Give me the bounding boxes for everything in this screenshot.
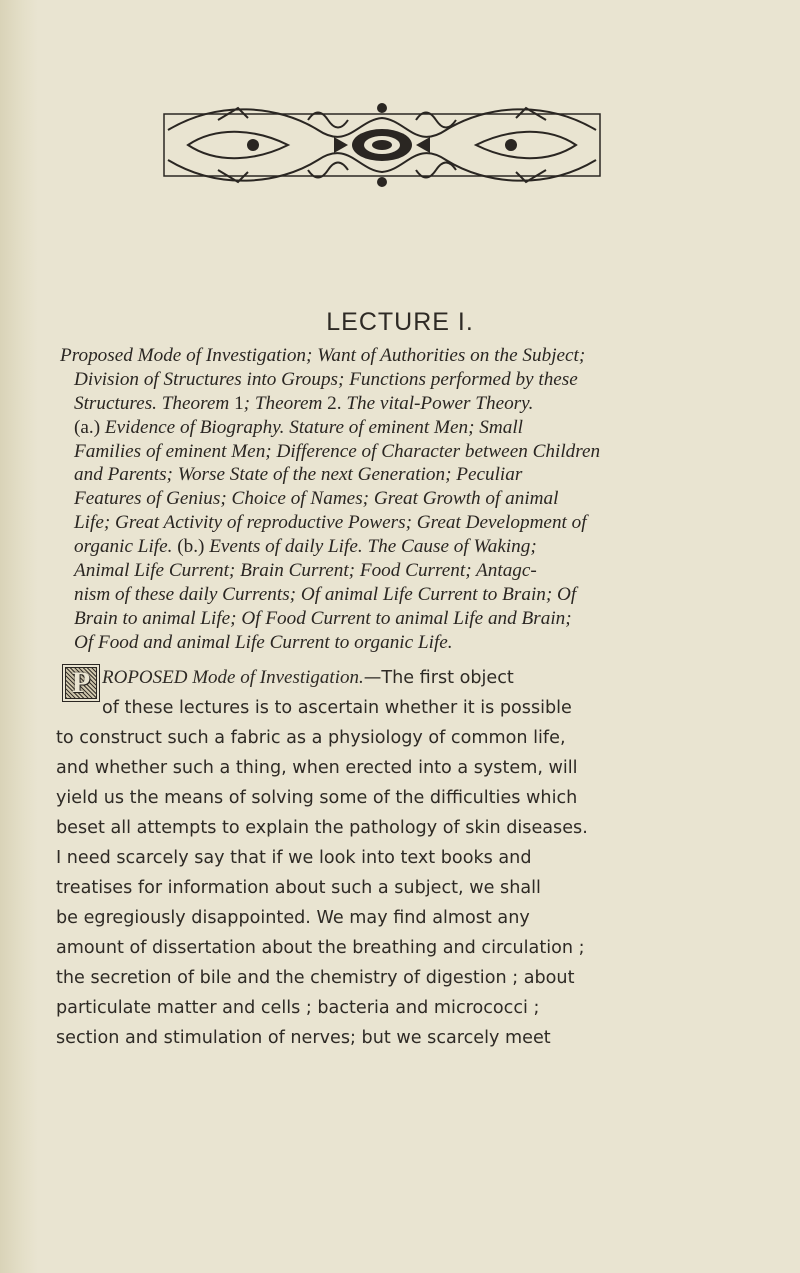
body-line: to construct such a fabric as a physiology of common life, xyxy=(56,728,566,748)
ornamental-headpiece xyxy=(158,100,606,190)
synopsis-line: Division of Structures into Groups; Functions performed by these xyxy=(74,368,578,390)
body-line: yield us the means of solving some of the difficulties which xyxy=(56,788,578,808)
synopsis-line: organic Life. (b.) Events of daily Life. The Cause of Waking; xyxy=(74,536,537,558)
page-binding-edge xyxy=(0,0,38,1273)
synopsis-line: Proposed Mode of Investigation; Want of Authorities on the Subject; xyxy=(60,345,586,366)
synopsis-line: Families of eminent Men; Difference of Character between Children xyxy=(74,440,601,462)
lecture-title: LECTURE I. xyxy=(326,308,474,336)
body-line: the secretion of bile and the chemistry of digestion ; about xyxy=(56,968,575,988)
body-line: and whether such a thing, when erected into a system, will xyxy=(56,758,578,778)
body-line: I need scarcely say that if we look into text books and xyxy=(56,848,532,868)
body-line: treatises for information about such a subject, we shall xyxy=(56,878,541,898)
body-line: of these lectures is to ascertain whether it is possible xyxy=(102,698,572,718)
synopsis-line: and Parents; Worse State of the next Generation; Peculiar xyxy=(74,464,523,486)
section-heading: ROPOSED Mode of Investigation. xyxy=(102,667,364,688)
body-line: ROPOSED Mode of Investigation.—The first object xyxy=(102,667,514,688)
body-paragraph xyxy=(56,663,756,1053)
synopsis-line: nism of these daily Currents; Of animal Life Current to Brain; Of xyxy=(74,583,577,605)
synopsis-line: Features of Genius; Choice of Names; Great Growth of animal xyxy=(74,488,559,510)
synopsis-line: Structures. Theorem 1; Theorem 2. The vital-Power Theory. xyxy=(74,392,534,414)
body-line: particulate matter and cells ; bacteria and micrococci ; xyxy=(56,998,540,1018)
body-line: be egregiously disappointed. We may find almost any xyxy=(56,908,530,928)
decorative-initial-letter: P xyxy=(71,666,91,699)
body-line: section and stimulation of nerves; but we scarcely meet xyxy=(56,1028,551,1048)
synopsis-line: Of Food and animal Life Current to organic Life. xyxy=(74,631,453,653)
synopsis-line: Animal Life Current; Brain Current; Food Current; Antagc- xyxy=(74,560,537,582)
chapter-synopsis xyxy=(60,344,748,655)
synopsis-line: Life; Great Activity of reproductive Powers; Great Development of xyxy=(74,512,587,534)
body-line: amount of dissertation about the breathing and circulation ; xyxy=(56,938,585,958)
body-line: beset all attempts to explain the pathology of skin diseases. xyxy=(56,818,588,838)
synopsis-line: Brain to animal Life; Of Food Current to animal Life and Brain; xyxy=(74,607,572,629)
synopsis-line: (a.) Evidence of Biography. Stature of eminent Men; Small xyxy=(74,416,524,438)
